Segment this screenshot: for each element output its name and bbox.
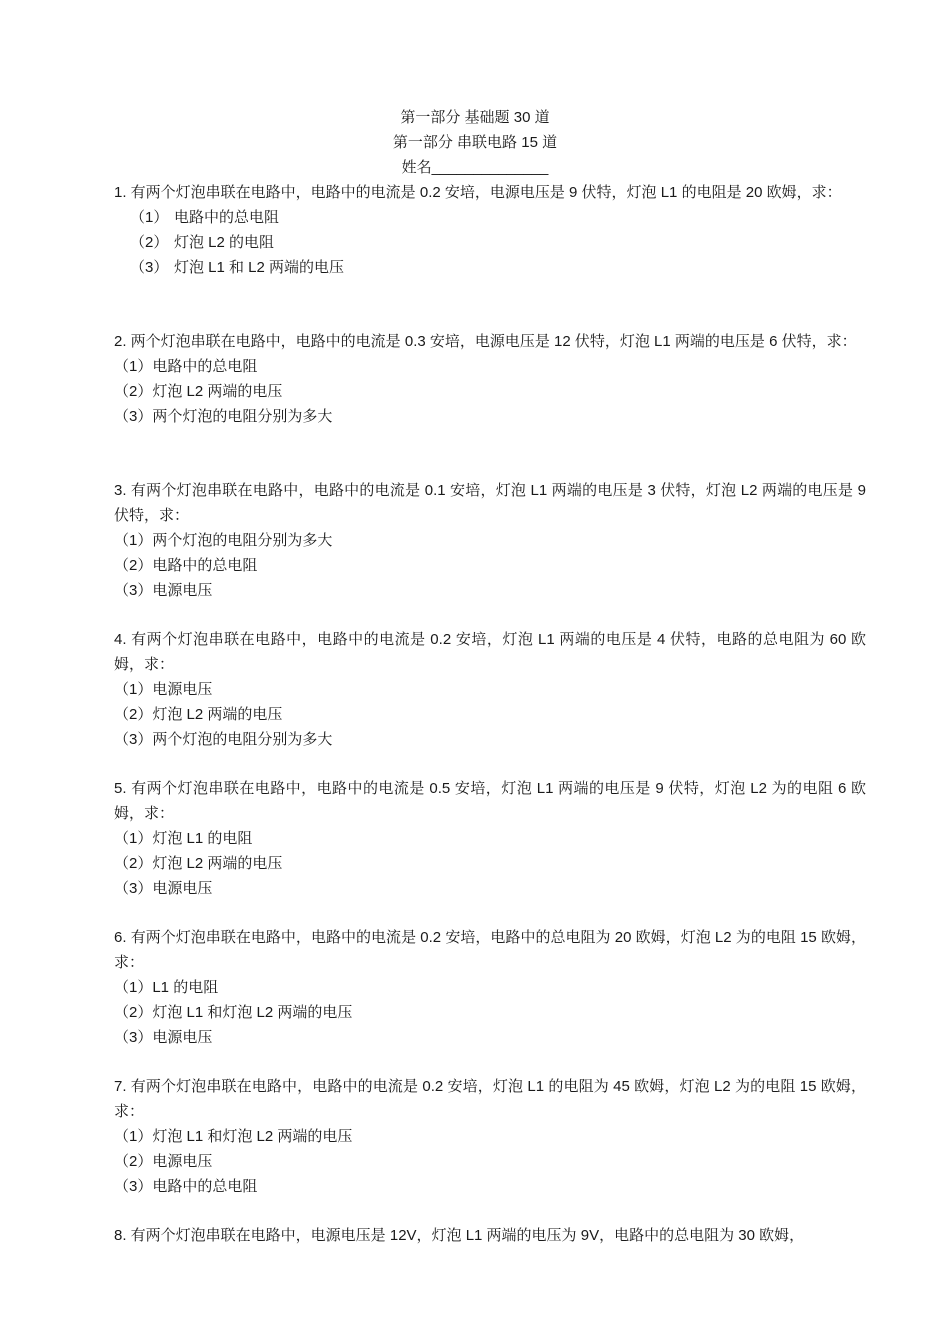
sub-question xyxy=(114,230,866,255)
sub-question-text: 电源电压 xyxy=(152,1153,213,1170)
sub-question-number: （2） xyxy=(114,1004,153,1021)
sub-question-text: 两个灯泡的电阻分别为多大 xyxy=(152,532,333,549)
question-5 xyxy=(114,776,866,901)
sub-question xyxy=(114,1174,866,1199)
sub-question-text: 灯泡 L1 和 L2 两端的电压 xyxy=(174,259,345,276)
question-3 xyxy=(114,478,866,603)
sub-question xyxy=(114,1149,866,1174)
sub-question xyxy=(114,851,866,876)
sub-question-number: （1） xyxy=(114,532,153,549)
sub-question xyxy=(114,1025,866,1050)
sub-question-text: 灯泡 L1 的电阻 xyxy=(152,830,253,847)
sub-question-number: （2） xyxy=(114,706,153,723)
sub-question xyxy=(114,727,866,752)
sub-question-number: （1） xyxy=(114,681,153,698)
sub-question-number: （3） xyxy=(114,582,153,599)
sub-question-text: 灯泡 L1 和灯泡 L2 两端的电压 xyxy=(152,1128,353,1145)
sub-question-number: （1） xyxy=(114,979,153,996)
sub-question xyxy=(114,379,866,404)
sub-question-text: 电路中的总电阻 xyxy=(152,358,258,375)
question-text: 4. 有两个灯泡串联在电路中，电路中的电流是 0.2 安培，灯泡 L1 两端的电压是 4 伏特，电路的总电阻为 60 欧姆，求： xyxy=(114,631,866,673)
question-text: 2. 两个灯泡串联在电路中，电路中的电流是 0.3 安培，电源电压是 12 伏特，灯泡 L1 两端的电压是 6 伏特，求： xyxy=(114,333,857,350)
subsection-title: 第一部分 串联电路 15 道 xyxy=(392,134,558,151)
sub-question-number: （1） xyxy=(114,358,153,375)
sub-question-text: 灯泡 L2 两端的电压 xyxy=(152,855,283,872)
sub-question-number: （3） xyxy=(114,408,153,425)
sub-question-text: 电源电压 xyxy=(152,1029,213,1046)
sub-question xyxy=(114,677,866,702)
sub-question xyxy=(114,404,866,429)
sub-question xyxy=(114,553,866,578)
question-8 xyxy=(114,1223,866,1248)
question-text: 8. 有两个灯泡串联在电路中，电源电压是 12V，灯泡 L1 两端的电压为 9V，电路中的总电阻为 30 欧姆， xyxy=(114,1227,805,1244)
question-text: 5. 有两个灯泡串联在电路中，电路中的电流是 0.5 安培，灯泡 L1 两端的电压是 9 伏特，灯泡 L2 为的电阻 6 欧姆，求： xyxy=(114,780,866,822)
sub-question-number: （1） xyxy=(114,830,153,847)
question-4 xyxy=(114,627,866,752)
sub-question xyxy=(114,1000,866,1025)
question-1 xyxy=(114,180,866,280)
sub-question-number: （2） xyxy=(114,1153,153,1170)
sub-question-number: （2） xyxy=(130,234,169,251)
sub-question-text: 电路中的总电阻 xyxy=(174,209,280,226)
sub-question-number: （2） xyxy=(114,383,153,400)
sub-question-text: 灯泡 L2 两端的电压 xyxy=(152,383,283,400)
sub-question-number: （3） xyxy=(114,880,153,897)
sub-question xyxy=(114,578,866,603)
sub-question-number: （1） xyxy=(114,1128,153,1145)
question-text: 1. 有两个灯泡串联在电路中，电路中的电流是 0.2 安培，电源电压是 9 伏特，灯泡 L1 的电阻是 20 欧姆，求： xyxy=(114,184,842,201)
question-text: 7. 有两个灯泡串联在电路中，电路中的电流是 0.2 安培，灯泡 L1 的电阻为 45 欧姆，灯泡 L2 为的电阻 15 欧姆，求： xyxy=(114,1078,866,1120)
sub-question-text: 两个灯泡的电阻分别为多大 xyxy=(152,408,333,425)
sub-question-text: L1 的电阻 xyxy=(152,979,219,996)
sub-question xyxy=(114,975,866,1000)
sub-question-text: 电源电压 xyxy=(152,880,213,897)
sub-question-text: 灯泡 L2 两端的电压 xyxy=(152,706,283,723)
sub-question-number: （1） xyxy=(130,209,169,226)
question-2 xyxy=(114,329,866,429)
sub-question-number: （2） xyxy=(114,855,153,872)
sub-question-text: 灯泡 L1 和灯泡 L2 两端的电压 xyxy=(152,1004,353,1021)
sub-question-number: （3） xyxy=(114,1029,153,1046)
sub-question-number: （2） xyxy=(114,557,153,574)
sub-question-number: （3） xyxy=(114,1178,153,1195)
sub-question xyxy=(114,876,866,901)
sub-question xyxy=(114,702,866,727)
sub-question xyxy=(114,255,866,280)
question-6 xyxy=(114,925,866,1050)
sub-question-text: 灯泡 L2 的电阻 xyxy=(174,234,275,251)
question-text: 3. 有两个灯泡串联在电路中，电路中的电流是 0.1 安培，灯泡 L1 两端的电压是 3 伏特，灯泡 L2 两端的电压是 9 伏特，求： xyxy=(114,482,866,524)
question-text: 6. 有两个灯泡串联在电路中，电路中的电流是 0.2 安培，电路中的总电阻为 20 欧姆，灯泡 L2 为的电阻 15 欧姆，求： xyxy=(114,929,866,971)
sub-question-text: 电路中的总电阻 xyxy=(152,1178,258,1195)
sub-question xyxy=(114,528,866,553)
name-field-line: 姓名______________ xyxy=(401,159,549,176)
sub-question-text: 电路中的总电阻 xyxy=(152,557,258,574)
sub-question-number: （3） xyxy=(130,259,169,276)
section-title: 第一部分 基础题 30 道 xyxy=(400,109,550,126)
sub-question xyxy=(114,826,866,851)
sub-question-text: 两个灯泡的电阻分别为多大 xyxy=(152,731,333,748)
sub-question-text: 电源电压 xyxy=(152,681,213,698)
sub-question-number: （3） xyxy=(114,731,153,748)
question-7 xyxy=(114,1074,866,1199)
sub-question xyxy=(114,205,866,230)
sub-question xyxy=(114,1124,866,1149)
sub-question xyxy=(114,354,866,379)
sub-question-text: 电源电压 xyxy=(152,582,213,599)
